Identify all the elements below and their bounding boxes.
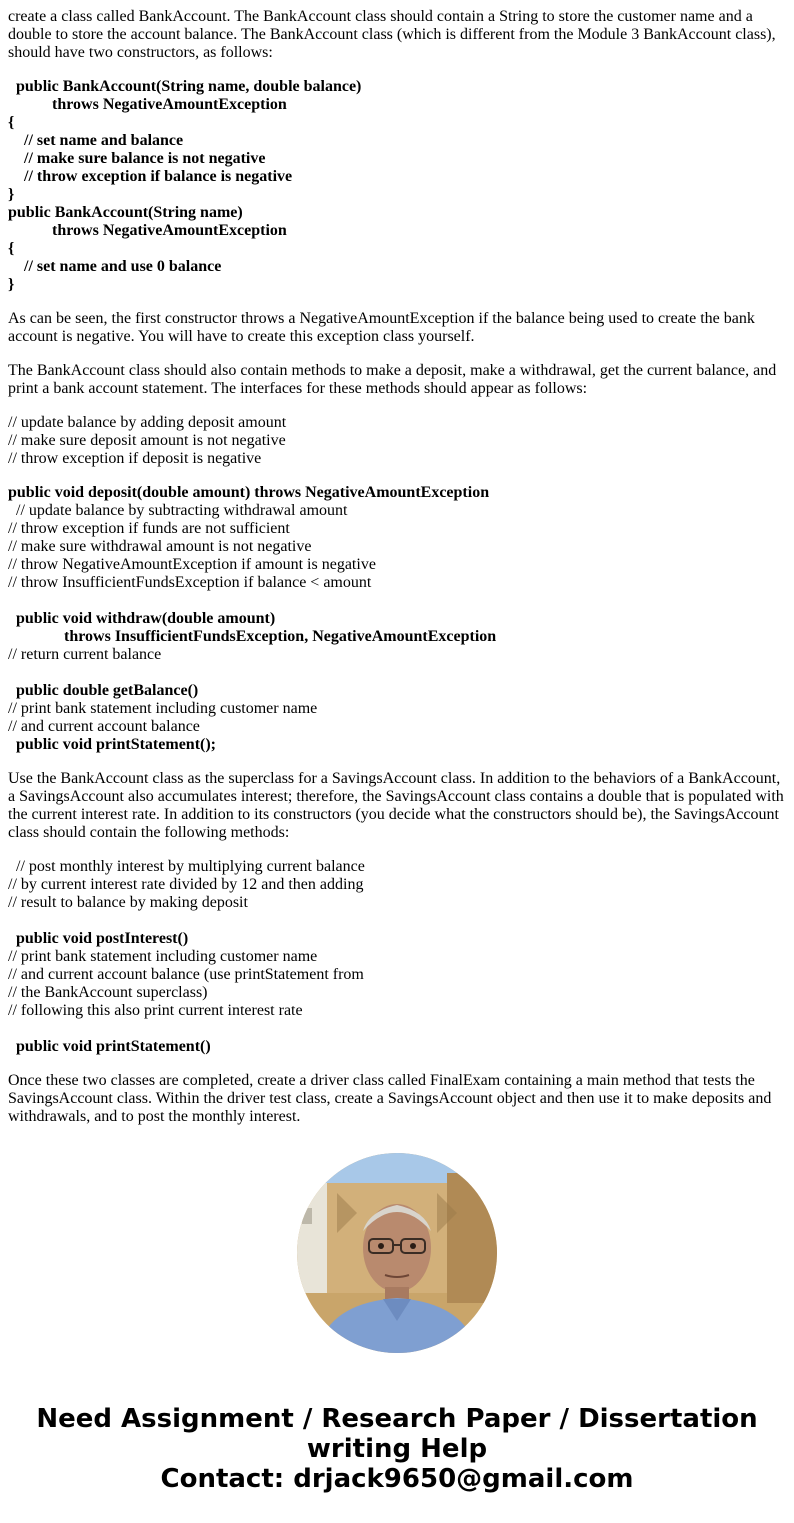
code-line: // post monthly interest by multiplying current balance [8, 858, 365, 875]
code-line: // set name and balance [8, 132, 184, 149]
code-line: public void printStatement(); [8, 736, 216, 753]
code-line: // make sure balance is not negative [8, 150, 266, 167]
code-line: public void withdraw(double amount) [8, 610, 276, 627]
deposit-comments-block [8, 414, 786, 468]
code-line: // throw exception if balance is negative [8, 168, 293, 185]
code-line: // by current interest rate divided by 12 and then adding [8, 876, 364, 893]
code-line: // update balance by subtracting withdrawal amount [8, 502, 348, 519]
footer-line-1: Need Assignment / Research Paper / Dissertation [36, 1404, 758, 1434]
code-line: // return current balance [8, 646, 162, 663]
code-line [8, 1020, 786, 1038]
code-line: throws NegativeAmountException [8, 222, 287, 239]
code-line: throws InsufficientFundsException, NegativeAmountException [8, 628, 497, 645]
code-line [8, 912, 786, 930]
code-line: { [8, 114, 15, 131]
code-line: // the BankAccount superclass) [8, 984, 208, 1001]
code-line: public BankAccount(String name) [8, 204, 243, 221]
code-line: // print bank statement including customer name [8, 948, 318, 965]
code-line: // make sure withdrawal amount is not negative [8, 538, 312, 555]
code-line: { [8, 240, 15, 257]
code-line: // throw exception if funds are not sufficient [8, 520, 290, 537]
code-line: // set name and use 0 balance [8, 258, 222, 275]
person-portrait-image [297, 1153, 497, 1353]
savings-code-block [8, 858, 786, 1056]
code-line: // and current account balance [8, 718, 200, 735]
author-photo [297, 1153, 497, 1353]
final-paragraph: Once these two classes are completed, create a driver class called FinalExam containing a main method that tests the SavingsAccount class. Within the driver test class, create a SavingsAccount object and then use it to make deposits and withdrawals, and to post the monthly interest. [8, 1072, 772, 1125]
code-line: // print bank statement including customer name [8, 700, 318, 717]
footer-contact [0, 1404, 794, 1494]
code-line: // throw InsufficientFundsException if balance < amount [8, 574, 372, 591]
code-line: // throw exception if deposit is negative [8, 450, 262, 467]
code-line: public void deposit(double amount) throws NegativeAmountException [8, 484, 490, 501]
intro-paragraph: create a class called BankAccount. The BankAccount class should contain a String to store the customer name and a double to store the account balance. The BankAccount class (which is different from the Module 3 BankAccount class), should have two constructors, as follows: [8, 8, 776, 61]
code-line: } [8, 276, 15, 293]
footer-line-2: writing Help [306, 1434, 488, 1464]
code-line: // make sure deposit amount is not negative [8, 432, 286, 449]
savings-paragraph: Use the BankAccount class as the superclass for a SavingsAccount class. In addition to the behaviors of a BankAccount, a SavingsAccount also accumulates interest; therefore, the SavingsAccount class contains a double that is populated with the current interest rate. In addition to its constructors (you decide what the constructors should be), the SavingsAccount class should contain the following methods: [8, 770, 784, 841]
code-line: // update balance by adding deposit amount [8, 414, 287, 431]
exception-paragraph: As can be seen, the first constructor throws a NegativeAmountException if the balance being used to create the bank account is negative. You will have to create this exception class yourself. [8, 310, 755, 345]
code-line: // and current account balance (use printStatement from [8, 966, 364, 983]
code-line: public void postInterest() [8, 930, 189, 947]
code-line: // result to balance by making deposit [8, 894, 248, 911]
code-line: // following this also print current interest rate [8, 1002, 303, 1019]
code-line [8, 664, 786, 682]
constructors-code-block [8, 78, 786, 294]
footer-contact-email: Contact: drjack9650@gmail.com [160, 1464, 634, 1494]
code-line: public double getBalance() [8, 682, 199, 699]
code-line: public void printStatement() [8, 1038, 211, 1055]
methods-paragraph: The BankAccount class should also contain methods to make a deposit, make a withdrawal, get the current balance, and print a bank account statement. The interfaces for these methods should appear as follows: [8, 362, 777, 397]
code-line: public BankAccount(String name, double balance) [8, 78, 362, 95]
methods-code-block [8, 484, 786, 754]
code-line: // throw NegativeAmountException if amount is negative [8, 556, 376, 573]
code-line: } [8, 186, 15, 203]
code-line [8, 592, 786, 610]
code-line: throws NegativeAmountException [8, 96, 287, 113]
